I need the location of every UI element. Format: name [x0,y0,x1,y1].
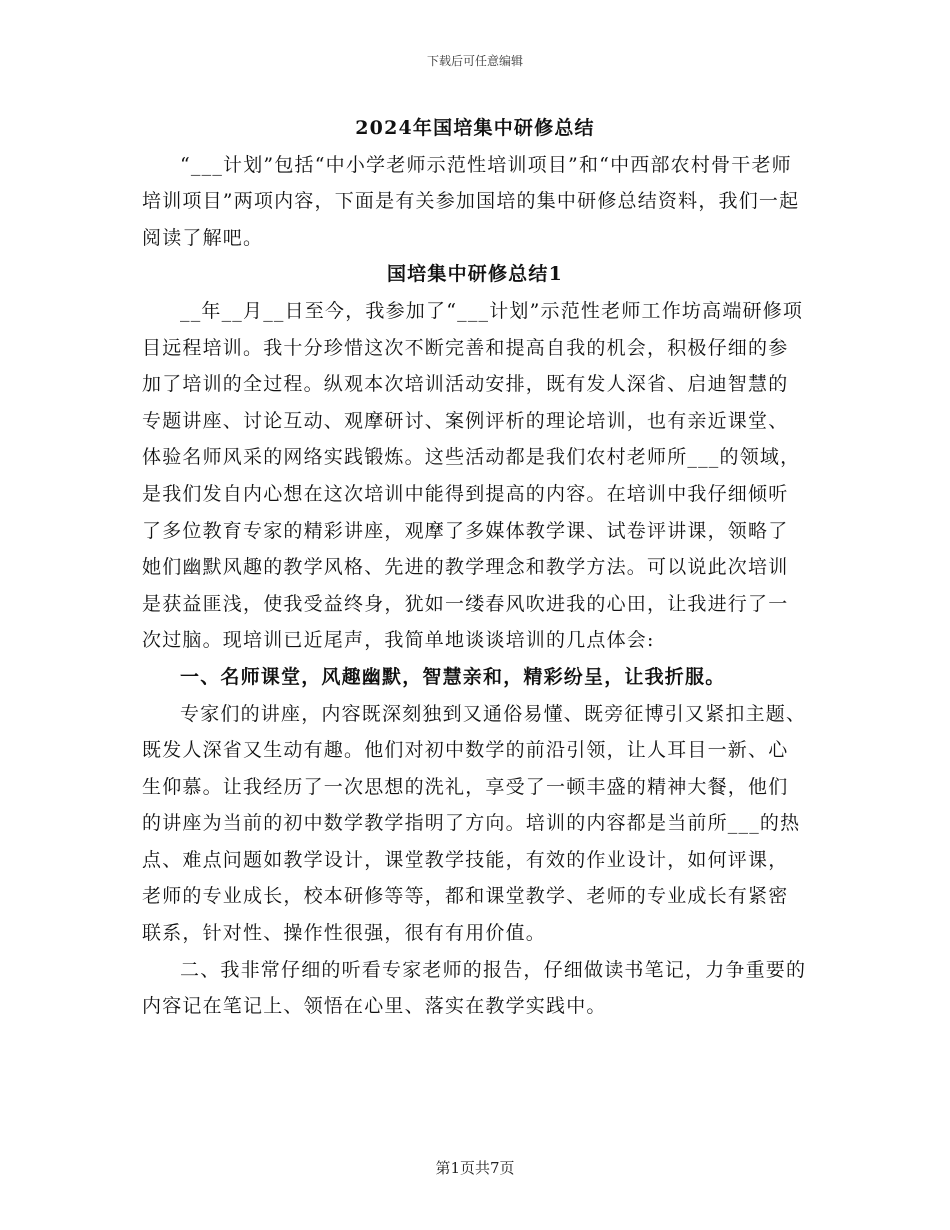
point-2-paragraph: 二、我非常仔细的听看专家老师的报告，仔细做读书笔记，力争重要的内容记在笔记上、领悟在心里、落实在教学实践中。 [142,958,807,1018]
intro-paragraph: “___计划”包括“中小学老师示范性培训项目”和“中西部农村骨干老师培训项目”两项内容，下面是有关参加国培的集中研修总结资料，我们一起阅读了解吧。 [142,153,800,249]
point-1-heading: 一、名师课堂，风趣幽默，智慧亲和，精彩纷呈，让我折服。 [180,665,726,688]
document-body [142,110,808,1025]
body-paragraph-1: __年__月__日至今，我参加了“___计划”示范性老师工作坊高端研修项目远程培训。我十分珍惜这次不断完善和提高自我的机会，积极仔细的参加了培训的全过程。纵观本次培训活动安排，既有发人深省、启迪智慧的专题讲座、讨论互动、观摩研讨、案例评析的理论培训，也有亲近课堂、体验名师风采的网络实践锻炼。这些活动都是我们农村老师所___的领域，是我们发自内心想在这次培训中能得到提高的内容。在培训中我仔细倾听了多位教育专家的精彩讲座，观摩了多媒体教学课、试卷评讲课，领略了她们幽默风趣的教学风格、先进的教学理念和教学方法。可以说此次培训是获益匪浅，使我受益终身，犹如一缕春风吹进我的心田，让我进行了一次过脑。现培训已近尾声，我简单地谈谈培训的几点体会: [142,299,804,652]
body-paragraph-2: 专家们的讲座，内容既深刻独到又通俗易懂、既旁征博引又紧扣主题、既发人深省又生动有趣。他们对初中数学的前沿引领，让人耳目一新、心生仰慕。让我经历了一次思想的洗礼，享受了一顿丰盛的精神大餐，他们的讲座为当前的初中数学教学指明了方向。培训的内容都是当前所___的热点、难点问题如教学设计，课堂教学技能，有效的作业设计，如何评课，老师的专业成长，校本研修等等，都和课堂教学、老师的专业成长有紧密联系，针对性、操作性很强，很有有用价值。 [142,702,807,945]
section-title: 国培集中研修总结1 [386,263,564,286]
document-title: 2024年国培集中研修总结 [355,117,595,139]
page-number: 第1页共7页 [435,1159,515,1177]
page-header: 下载后可任意编辑 [426,54,523,68]
